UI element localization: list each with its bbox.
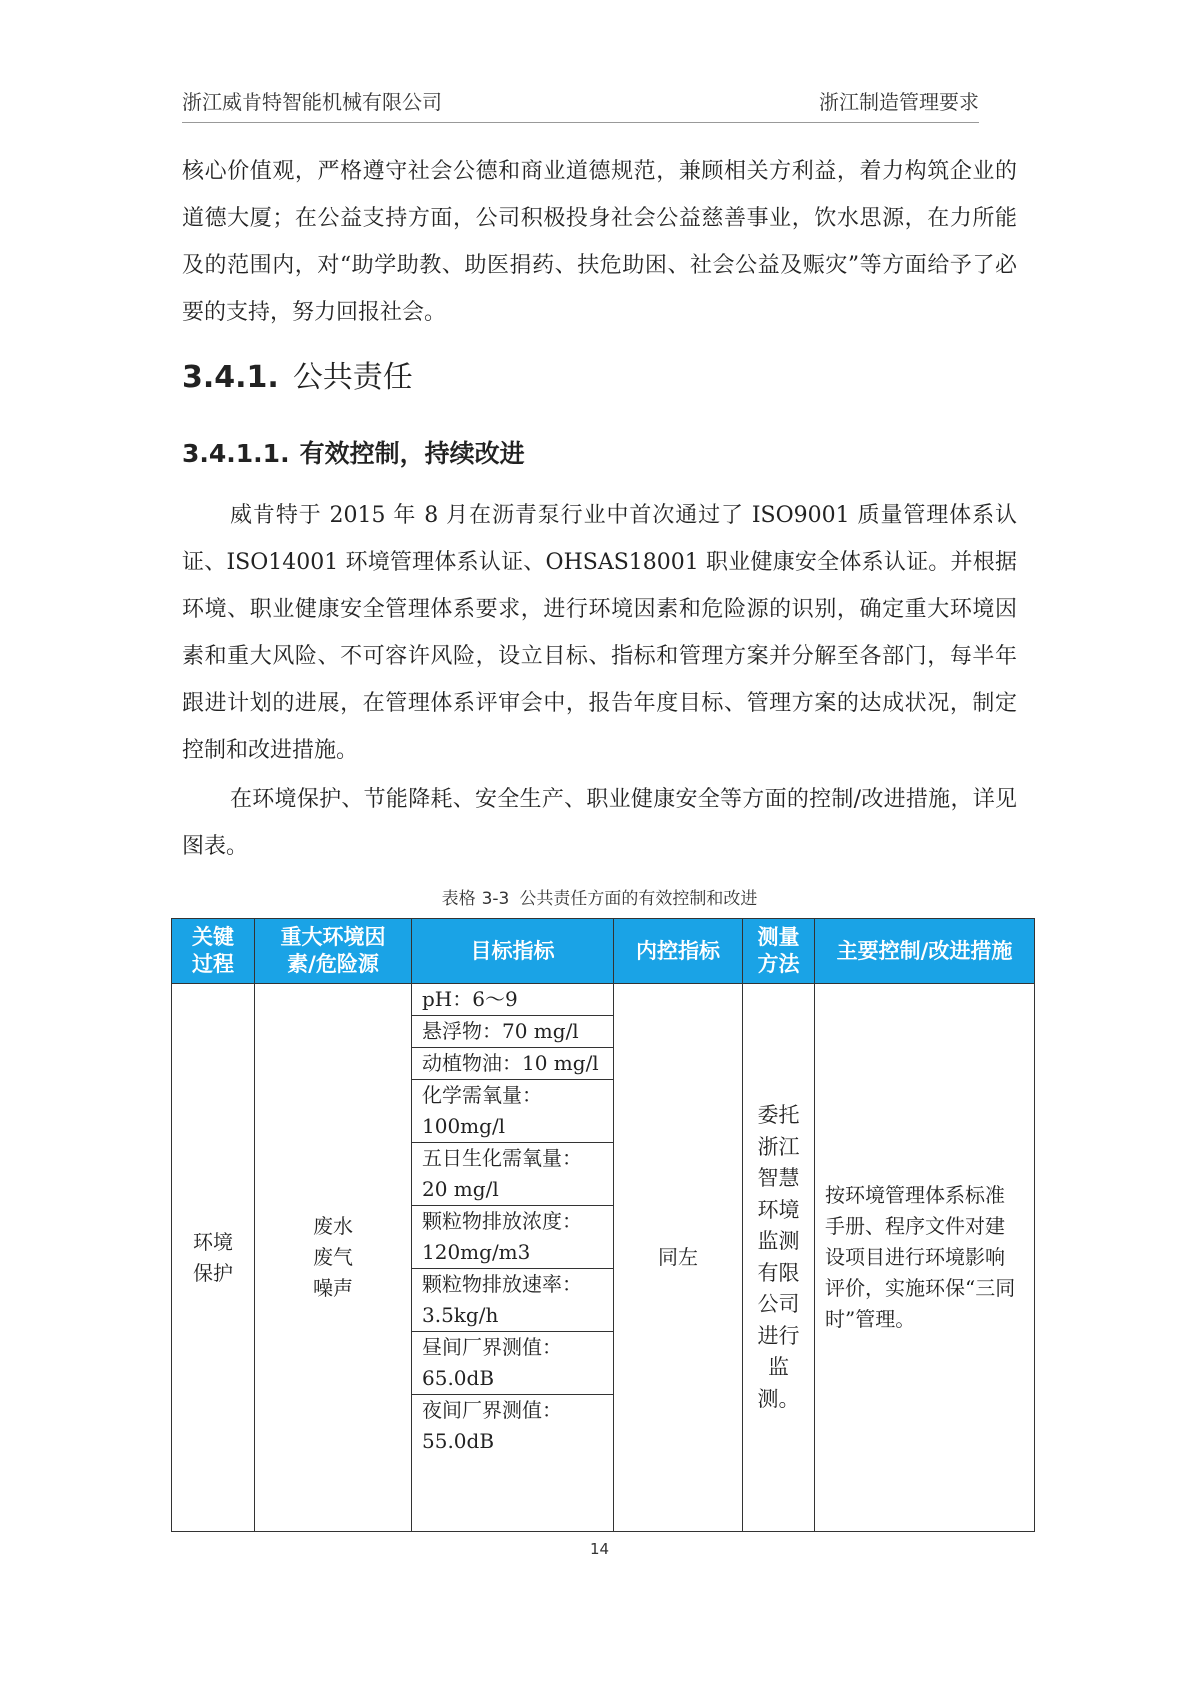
header-target: 目标指标 [412,919,614,984]
table-row [172,984,1035,1532]
targets-list [412,984,613,1457]
paragraph-3: 在环境保护、节能降耗、安全生产、职业健康安全等方面的控制/改进措施，详见图表。 [182,787,1017,859]
factor-item: 噪声 [313,1276,353,1300]
heading-number: 3.4.1.1. [182,439,290,468]
header-process-label: 关键过程 [192,925,234,976]
cell-internal: 同左 [614,984,743,1532]
target-item: 化学需氧量：100mg/l [412,1080,613,1143]
process-text: 环境保护 [193,1229,233,1285]
page-header [182,86,979,116]
heading-text: 有效控制，持续改进 [299,439,525,468]
heading-3-4-1-1 [182,434,525,470]
paragraph-2: 威肯特于 2015 年 8 月在沥青泵行业中首次通过了 ISO9001 质量管理体系认证、ISO14001 环境管理体系认证、OHSAS18001 职业健康安全体系认证。并根据环境、职业健康安全管理体系要求，进行环境因素和危险源的识别，确定重大环境因素和重大风险、不可容许风险，设立目标、指标和管理方案并分解至各部门，每半年跟进计划的进展，在管理体系评审会中，报告年度目标、管理方案的达成状况，制定控制和改进措施。 [182,503,1017,763]
target-item: 动植物油：10 mg/l [412,1048,613,1080]
target-item: 昼间厂界测值：65.0dB [412,1332,613,1395]
header-doc-title: 浙江制造管理要求 [819,90,979,114]
target-item: pH：6～9 [412,984,613,1016]
header-method [743,919,815,984]
header-factor-label: 重大环境因素/危险源 [280,925,386,976]
control-table [171,918,1035,1532]
target-item: 颗粒物排放速率：3.5kg/h [412,1269,613,1332]
header-company: 浙江威肯特智能机械有限公司 [182,90,442,114]
heading-number: 3.4.1. [182,360,279,395]
table-header-row [172,919,1035,984]
header-measures: 主要控制/改进措施 [815,919,1035,984]
target-item: 五日生化需氧量：20 mg/l [412,1143,613,1206]
cell-measures: 按环境管理体系标准手册、程序文件对建设项目进行环境影响评价，实施环保“三同时”管理。 [815,984,1035,1532]
caption-number: 3-3 [481,889,510,909]
paragraph-1: 核心价值观，严格遵守社会公德和商业道德规范，兼顾相关方利益，着力构筑企业的道德大厦；在公益支持方面，公司积极投身社会公益慈善事业，饮水思源，在力所能及的范围内，对“助学助教、助医捐药、扶危助困、社会公益及赈灾”等方面给予了必要的支持，努力回报社会。 [182,159,1017,325]
cell-targets [412,984,614,1532]
header-process [172,919,255,984]
factor-item: 废气 [313,1245,353,1269]
caption-prefix: 表格 [441,889,476,909]
target-item: 夜间厂界测值：55.0dB [422,1398,562,1453]
page-number: 14 [589,1540,610,1558]
factor-item: 废水 [313,1214,353,1238]
cell-process [172,984,255,1532]
target-item: 悬浮物：70 mg/l [412,1016,613,1048]
table-caption [0,884,1199,909]
header-method-label: 测量方法 [757,925,800,976]
header-internal: 内控指标 [614,919,743,984]
cell-method: 委托浙江智慧环境监测有限公司进行监测。 [743,984,815,1532]
target-item: 颗粒物排放浓度：120mg/m3 [412,1206,613,1269]
header-rule [182,122,979,123]
heading-3-4-1 [182,352,413,396]
caption-title: 公共责任方面的有效控制和改进 [519,889,758,909]
cell-factors [255,984,412,1532]
heading-text: 公共责任 [292,360,413,395]
header-factor [255,919,412,984]
